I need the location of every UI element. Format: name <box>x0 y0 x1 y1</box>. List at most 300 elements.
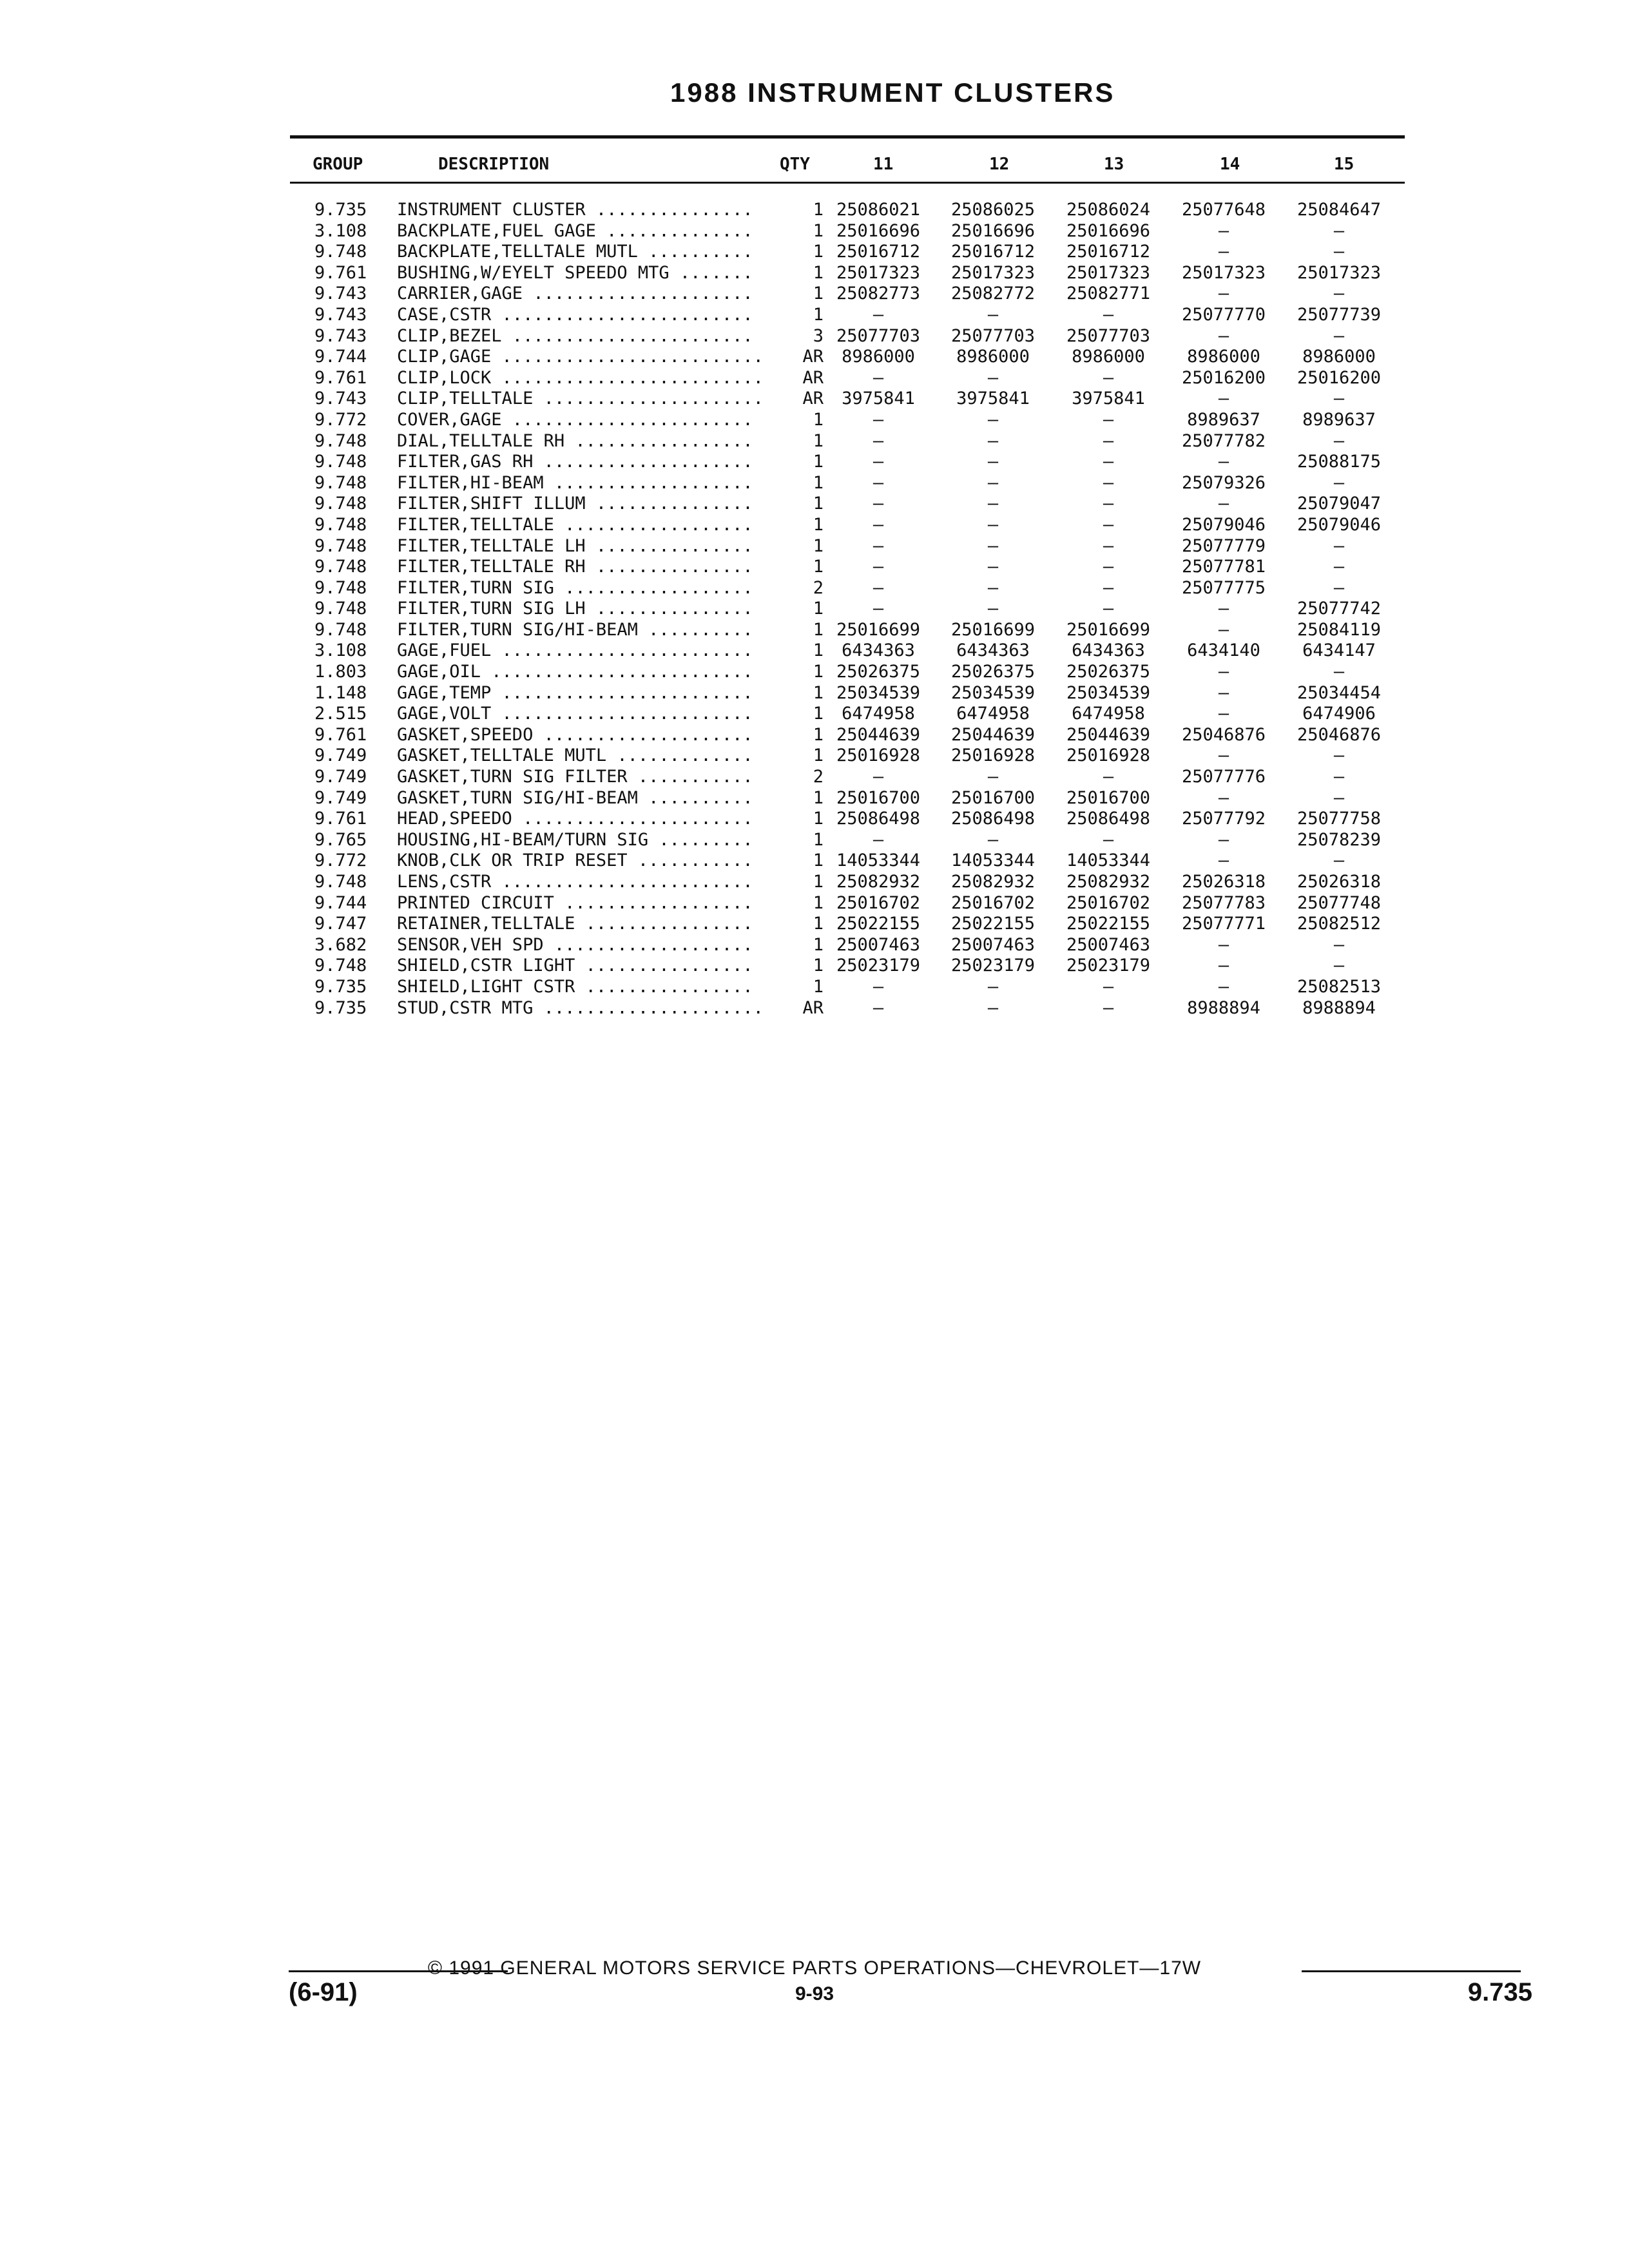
qty-cell: 1 <box>813 704 824 724</box>
part-number-cell-12: — <box>987 472 999 493</box>
part-number-cell-12: 25016928 <box>950 745 1036 766</box>
part-number-cell-14: 25077782 <box>1181 430 1266 451</box>
part-number-cell-14: — <box>1218 829 1229 850</box>
part-number-cell-13: 3975841 <box>1072 389 1145 409</box>
part-number-cell-12: 25044639 <box>950 724 1036 745</box>
header-col-13: 13 <box>1104 155 1124 174</box>
part-number-cell-12: 25026375 <box>950 662 1036 682</box>
group-cell: 9.761 <box>314 809 367 829</box>
part-number-cell-14: 25079326 <box>1181 472 1266 493</box>
part-number-cell-12: 25022155 <box>950 914 1036 934</box>
part-number-cell-14: 25046876 <box>1181 724 1266 745</box>
part-number-cell-15: — <box>1333 662 1345 682</box>
description-cell: GASKET,TURN SIG FILTER ........... <box>397 767 753 787</box>
description-cell: FILTER,SHIFT ILLUM ............... <box>397 494 753 514</box>
description-cell: GAGE,FUEL ........................ <box>397 640 753 661</box>
part-number-cell-15: 25017323 <box>1296 262 1382 283</box>
group-cell: 9.761 <box>314 724 367 745</box>
part-number-cell-11: — <box>872 367 884 388</box>
qty-cell: 1 <box>813 872 824 892</box>
part-number-cell-15: 25079046 <box>1296 514 1382 535</box>
part-number-cell-11: — <box>872 304 884 325</box>
part-number-cell-12: 14053344 <box>950 850 1036 871</box>
part-number-cell-11: 25016702 <box>836 892 921 913</box>
table-row <box>314 473 1397 494</box>
part-number-cell-14: 25016200 <box>1181 367 1266 388</box>
part-number-cell-14: — <box>1218 787 1229 808</box>
part-number-cell-15: — <box>1333 557 1345 577</box>
part-number-cell-13: — <box>1103 472 1114 493</box>
description-cell: GAGE,OIL ......................... <box>397 662 753 682</box>
table-row <box>314 704 1397 725</box>
table-row <box>314 745 1397 767</box>
part-number-cell-13: 6474958 <box>1072 704 1145 724</box>
part-number-cell-12: 3975841 <box>956 389 1030 409</box>
part-number-cell-13: 25016699 <box>1066 619 1151 640</box>
header-col-14: 14 <box>1220 155 1240 174</box>
description-cell: COVER,GAGE ....................... <box>397 409 753 430</box>
header-bottom-rule <box>290 182 1405 184</box>
part-number-cell-13: — <box>1103 452 1114 472</box>
part-number-cell-13: 25026375 <box>1066 662 1151 682</box>
part-number-cell-11: 6434363 <box>842 640 915 661</box>
part-number-cell-13: 8986000 <box>1072 347 1145 367</box>
qty-cell: AR <box>802 367 824 388</box>
part-number-cell-13: 25044639 <box>1066 724 1151 745</box>
part-number-cell-12: — <box>987 976 999 997</box>
part-number-cell-11: 25016696 <box>836 220 921 241</box>
description-cell: FILTER,HI-BEAM ................... <box>397 472 753 493</box>
qty-cell: 3 <box>813 325 824 346</box>
part-number-cell-14: 25077775 <box>1181 577 1266 598</box>
part-number-cell-11: 25026375 <box>836 662 921 682</box>
qty-cell: 1 <box>813 745 824 766</box>
part-number-cell-15: 25079047 <box>1296 494 1382 514</box>
table-row <box>314 977 1397 998</box>
table-row <box>314 640 1397 662</box>
part-number-cell-13: 25034539 <box>1066 682 1151 703</box>
part-number-cell-14: — <box>1218 976 1229 997</box>
part-number-cell-15: — <box>1333 220 1345 241</box>
group-cell: 9.748 <box>314 599 367 619</box>
group-cell: 9.748 <box>314 452 367 472</box>
description-cell: INSTRUMENT CLUSTER ............... <box>397 200 753 220</box>
table-row <box>314 326 1397 347</box>
part-number-cell-14: — <box>1218 850 1229 871</box>
part-number-cell-15: — <box>1333 956 1345 976</box>
description-cell: CLIP,LOCK ......................... <box>397 367 764 388</box>
group-cell: 9.748 <box>314 472 367 493</box>
part-number-cell-14: 25077776 <box>1181 767 1266 787</box>
qty-cell: 1 <box>813 640 824 661</box>
part-number-cell-14: — <box>1218 934 1229 955</box>
group-cell: 9.772 <box>314 409 367 430</box>
part-number-cell-14: 25077781 <box>1181 557 1266 577</box>
part-number-cell-12: — <box>987 557 999 577</box>
part-number-cell-12: — <box>987 535 999 556</box>
part-number-cell-14: — <box>1218 452 1229 472</box>
part-number-cell-12: — <box>987 409 999 430</box>
part-number-cell-15: 25084119 <box>1296 619 1382 640</box>
group-cell: 9.744 <box>314 347 367 367</box>
group-cell: 9.749 <box>314 767 367 787</box>
qty-cell: 1 <box>813 682 824 703</box>
part-number-cell-13: 25016712 <box>1066 242 1151 262</box>
table-row <box>314 515 1397 536</box>
part-number-cell-14: 8988894 <box>1187 997 1260 1018</box>
part-number-cell-15: 25034454 <box>1296 682 1382 703</box>
group-cell: 9.735 <box>314 997 367 1018</box>
part-number-cell-12: — <box>987 997 999 1018</box>
group-cell: 9.765 <box>314 829 367 850</box>
part-number-cell-15: 25077748 <box>1296 892 1382 913</box>
part-number-cell-12: — <box>987 599 999 619</box>
part-number-cell-15: — <box>1333 787 1345 808</box>
qty-cell: 1 <box>813 892 824 913</box>
group-cell: 9.744 <box>314 892 367 913</box>
table-row <box>314 242 1397 263</box>
part-number-cell-13: — <box>1103 599 1114 619</box>
part-number-cell-14: — <box>1218 242 1229 262</box>
part-number-cell-12: 25016702 <box>950 892 1036 913</box>
part-number-cell-15: — <box>1333 284 1345 304</box>
part-number-cell-11: — <box>872 430 884 451</box>
description-cell: DIAL,TELLTALE RH ................. <box>397 430 753 451</box>
part-number-cell-12: 25034539 <box>950 682 1036 703</box>
group-cell: 9.772 <box>314 850 367 871</box>
part-number-cell-12: 25077703 <box>950 325 1036 346</box>
part-number-cell-13: 25016696 <box>1066 220 1151 241</box>
part-number-cell-15: 8989637 <box>1302 409 1376 430</box>
table-row <box>314 305 1397 326</box>
description-cell: CLIP,TELLTALE ..................... <box>397 389 764 409</box>
header-qty: QTY <box>780 155 810 174</box>
part-number-cell-15: 25084647 <box>1296 200 1382 220</box>
part-number-cell-13: — <box>1103 557 1114 577</box>
part-number-cell-12: 25086498 <box>950 809 1036 829</box>
part-number-cell-11: — <box>872 514 884 535</box>
table-row <box>314 200 1397 221</box>
part-number-cell-11: 25077703 <box>836 325 921 346</box>
footer-date: (6-91) <box>289 1978 358 2006</box>
group-cell: 9.748 <box>314 619 367 640</box>
table-row <box>314 767 1397 788</box>
group-cell: 9.748 <box>314 535 367 556</box>
part-number-cell-14: — <box>1218 389 1229 409</box>
footer-page-number: 9-93 <box>795 1983 834 2004</box>
part-number-cell-11: 25082773 <box>836 284 921 304</box>
group-cell: 3.108 <box>314 220 367 241</box>
part-number-cell-11: 25016928 <box>836 745 921 766</box>
parts-table <box>314 200 1397 1019</box>
part-number-cell-13: — <box>1103 767 1114 787</box>
part-number-cell-11: 25023179 <box>836 956 921 976</box>
part-number-cell-14: — <box>1218 704 1229 724</box>
part-number-cell-12: — <box>987 452 999 472</box>
part-number-cell-11: 25016700 <box>836 787 921 808</box>
description-cell: CASE,CSTR ........................ <box>397 304 753 325</box>
part-number-cell-13: 6434363 <box>1072 640 1145 661</box>
group-cell: 9.761 <box>314 262 367 283</box>
part-number-cell-14: 25077783 <box>1181 892 1266 913</box>
part-number-cell-13: — <box>1103 409 1114 430</box>
part-number-cell-12: — <box>987 494 999 514</box>
qty-cell: 1 <box>813 976 824 997</box>
description-cell: BUSHING,W/EYELT SPEEDO MTG ....... <box>397 262 753 283</box>
part-number-cell-12: 25007463 <box>950 934 1036 955</box>
qty-cell: 1 <box>813 284 824 304</box>
qty-cell: 1 <box>813 914 824 934</box>
qty-cell: 1 <box>813 200 824 220</box>
part-number-cell-12: — <box>987 829 999 850</box>
part-number-cell-15: 25026318 <box>1296 872 1382 892</box>
qty-cell: 1 <box>813 409 824 430</box>
description-cell: GAGE,VOLT ........................ <box>397 704 753 724</box>
qty-cell: 1 <box>813 809 824 829</box>
header-group: GROUP <box>313 155 363 174</box>
qty-cell: 1 <box>813 934 824 955</box>
part-number-cell-13: — <box>1103 514 1114 535</box>
part-number-cell-15: 25082512 <box>1296 914 1382 934</box>
part-number-cell-11: 25016699 <box>836 619 921 640</box>
part-number-cell-11: 25017323 <box>836 262 921 283</box>
part-number-cell-11: — <box>872 577 884 598</box>
part-number-cell-11: 25016712 <box>836 242 921 262</box>
group-cell: 9.743 <box>314 389 367 409</box>
table-row <box>314 410 1397 431</box>
part-number-cell-15: 25046876 <box>1296 724 1382 745</box>
part-number-cell-11: 25044639 <box>836 724 921 745</box>
description-cell: PRINTED CIRCUIT .................. <box>397 892 753 913</box>
qty-cell: 1 <box>813 472 824 493</box>
part-number-cell-14: — <box>1218 662 1229 682</box>
part-number-cell-11: — <box>872 494 884 514</box>
part-number-cell-13: — <box>1103 494 1114 514</box>
part-number-cell-13: 25082932 <box>1066 872 1151 892</box>
table-row <box>314 494 1397 515</box>
part-number-cell-11: — <box>872 409 884 430</box>
part-number-cell-13: 25086498 <box>1066 809 1151 829</box>
part-number-cell-14: 25077779 <box>1181 535 1266 556</box>
part-number-cell-15: 25078239 <box>1296 829 1382 850</box>
description-cell: GASKET,TURN SIG/HI-BEAM .......... <box>397 787 753 808</box>
part-number-cell-15: — <box>1333 325 1345 346</box>
part-number-cell-12: — <box>987 767 999 787</box>
footer-section-number: 9.735 <box>1467 1978 1532 2006</box>
group-cell: 1.803 <box>314 662 367 682</box>
part-number-cell-15: 8988894 <box>1302 997 1376 1018</box>
qty-cell: 2 <box>813 577 824 598</box>
part-number-cell-15: — <box>1333 389 1345 409</box>
part-number-cell-14: 25077648 <box>1181 200 1266 220</box>
part-number-cell-12: 25017323 <box>950 262 1036 283</box>
part-number-cell-15: 25077739 <box>1296 304 1382 325</box>
part-number-cell-13: 25016700 <box>1066 787 1151 808</box>
part-number-cell-11: — <box>872 535 884 556</box>
qty-cell: AR <box>802 389 824 409</box>
header-col-15: 15 <box>1334 155 1354 174</box>
part-number-cell-12: — <box>987 577 999 598</box>
qty-cell: 1 <box>813 619 824 640</box>
qty-cell: 1 <box>813 850 824 871</box>
description-cell: HEAD,SPEEDO ...................... <box>397 809 753 829</box>
part-number-cell-11: 25086021 <box>836 200 921 220</box>
part-number-cell-15: — <box>1333 535 1345 556</box>
part-number-cell-15: — <box>1333 242 1345 262</box>
part-number-cell-12: 25082932 <box>950 872 1036 892</box>
group-cell: 3.682 <box>314 934 367 955</box>
part-number-cell-11: 25022155 <box>836 914 921 934</box>
part-number-cell-11: — <box>872 472 884 493</box>
page-title: 1988 INSTRUMENT CLUSTERS <box>670 77 1115 108</box>
part-number-cell-11: — <box>872 557 884 577</box>
part-number-cell-12: 25086025 <box>950 200 1036 220</box>
group-cell: 9.748 <box>314 514 367 535</box>
qty-cell: 1 <box>813 599 824 619</box>
header-col-11: 11 <box>873 155 894 174</box>
part-number-cell-13: — <box>1103 535 1114 556</box>
part-number-cell-15: — <box>1333 850 1345 871</box>
qty-cell: 2 <box>813 767 824 787</box>
qty-cell: 1 <box>813 242 824 262</box>
table-row <box>314 872 1397 893</box>
part-number-cell-15: 6434147 <box>1302 640 1376 661</box>
part-number-cell-11: 8986000 <box>842 347 915 367</box>
group-cell: 9.749 <box>314 745 367 766</box>
group-cell: 9.748 <box>314 494 367 514</box>
part-number-cell-12: 25016712 <box>950 242 1036 262</box>
part-number-cell-11: 14053344 <box>836 850 921 871</box>
description-cell: FILTER,TELLTALE RH ............... <box>397 557 753 577</box>
description-cell: BACKPLATE,TELLTALE MUTL .......... <box>397 242 753 262</box>
part-number-cell-12: 25016696 <box>950 220 1036 241</box>
header-description: DESCRIPTION <box>438 155 550 174</box>
part-number-cell-15: — <box>1333 577 1345 598</box>
qty-cell: AR <box>802 997 824 1018</box>
part-number-cell-13: 25016702 <box>1066 892 1151 913</box>
part-number-cell-15: 25077742 <box>1296 599 1382 619</box>
table-row <box>314 347 1397 368</box>
part-number-cell-11: 25007463 <box>836 934 921 955</box>
description-cell: STUD,CSTR MTG ..................... <box>397 997 764 1018</box>
part-number-cell-11: — <box>872 829 884 850</box>
qty-cell: 1 <box>813 829 824 850</box>
table-row <box>314 620 1397 641</box>
part-number-cell-14: — <box>1218 956 1229 976</box>
qty-cell: 1 <box>813 514 824 535</box>
description-cell: KNOB,CLK OR TRIP RESET ........... <box>397 850 753 871</box>
qty-cell: 1 <box>813 430 824 451</box>
part-number-cell-14: — <box>1218 682 1229 703</box>
table-row <box>314 389 1397 410</box>
part-number-cell-13: 14053344 <box>1066 850 1151 871</box>
part-number-cell-13: 25082771 <box>1066 284 1151 304</box>
part-number-cell-14: — <box>1218 325 1229 346</box>
table-row <box>314 935 1397 956</box>
description-cell: FILTER,TURN SIG LH ............... <box>397 599 753 619</box>
table-row <box>314 914 1397 935</box>
part-number-cell-11: — <box>872 767 884 787</box>
group-cell: 9.735 <box>314 200 367 220</box>
qty-cell: 1 <box>813 557 824 577</box>
table-row <box>314 431 1397 452</box>
part-number-cell-13: 25077703 <box>1066 325 1151 346</box>
part-number-cell-14: — <box>1218 220 1229 241</box>
table-row <box>314 221 1397 242</box>
group-cell: 2.515 <box>314 704 367 724</box>
qty-cell: 1 <box>813 787 824 808</box>
group-cell: 9.743 <box>314 284 367 304</box>
table-row <box>314 788 1397 809</box>
description-cell: GAGE,TEMP ........................ <box>397 682 753 703</box>
table-row <box>314 536 1397 557</box>
part-number-cell-14: 25077771 <box>1181 914 1266 934</box>
group-cell: 9.748 <box>314 430 367 451</box>
part-number-cell-12: 25023179 <box>950 956 1036 976</box>
description-cell: GASKET,TELLTALE MUTL ............. <box>397 745 753 766</box>
footer-copyright: © 1991 GENERAL MOTORS SERVICE PARTS OPERATIONS—CHEVROLET—17W <box>427 1957 1202 1979</box>
group-cell: 9.743 <box>314 304 367 325</box>
part-number-cell-14: — <box>1218 745 1229 766</box>
qty-cell: 1 <box>813 220 824 241</box>
part-number-cell-14: 8986000 <box>1187 347 1260 367</box>
part-number-cell-12: — <box>987 304 999 325</box>
description-cell: SENSOR,VEH SPD ................... <box>397 934 753 955</box>
qty-cell: 1 <box>813 956 824 976</box>
part-number-cell-15: 25077758 <box>1296 809 1382 829</box>
table-row <box>314 725 1397 746</box>
table-row <box>314 557 1397 578</box>
part-number-cell-11: 25086498 <box>836 809 921 829</box>
qty-cell: 1 <box>813 662 824 682</box>
description-cell: FILTER,TELLTALE LH ............... <box>397 535 753 556</box>
part-number-cell-15: 6474906 <box>1302 704 1376 724</box>
part-number-cell-12: — <box>987 430 999 451</box>
part-number-cell-15: 25088175 <box>1296 452 1382 472</box>
part-number-cell-12: — <box>987 514 999 535</box>
part-number-cell-15: — <box>1333 472 1345 493</box>
part-number-cell-14: 25077792 <box>1181 809 1266 829</box>
part-number-cell-14: 25026318 <box>1181 872 1266 892</box>
qty-cell: 1 <box>813 535 824 556</box>
description-cell: GASKET,SPEEDO .................... <box>397 724 753 745</box>
group-cell: 9.747 <box>314 914 367 934</box>
part-number-cell-13: — <box>1103 430 1114 451</box>
part-number-cell-13: — <box>1103 304 1114 325</box>
description-cell: SHIELD,LIGHT CSTR ................ <box>397 976 753 997</box>
part-number-cell-14: 25079046 <box>1181 514 1266 535</box>
qty-cell: 1 <box>813 262 824 283</box>
table-row <box>314 956 1397 977</box>
part-number-cell-15: 8986000 <box>1302 347 1376 367</box>
part-number-cell-15: 25016200 <box>1296 367 1382 388</box>
part-number-cell-14: — <box>1218 599 1229 619</box>
description-cell: FILTER,GAS RH .................... <box>397 452 753 472</box>
description-cell: SHIELD,CSTR LIGHT ................ <box>397 956 753 976</box>
part-number-cell-14: 25017323 <box>1181 262 1266 283</box>
part-number-cell-11: — <box>872 976 884 997</box>
part-number-cell-13: — <box>1103 976 1114 997</box>
table-row <box>314 284 1397 305</box>
part-number-cell-11: 25082932 <box>836 872 921 892</box>
table-row <box>314 368 1397 389</box>
part-number-cell-12: 6434363 <box>956 640 1030 661</box>
part-number-cell-12: 25016699 <box>950 619 1036 640</box>
part-number-cell-13: — <box>1103 997 1114 1018</box>
part-number-cell-14: — <box>1218 494 1229 514</box>
part-number-cell-14: 6434140 <box>1187 640 1260 661</box>
group-cell: 9.749 <box>314 787 367 808</box>
